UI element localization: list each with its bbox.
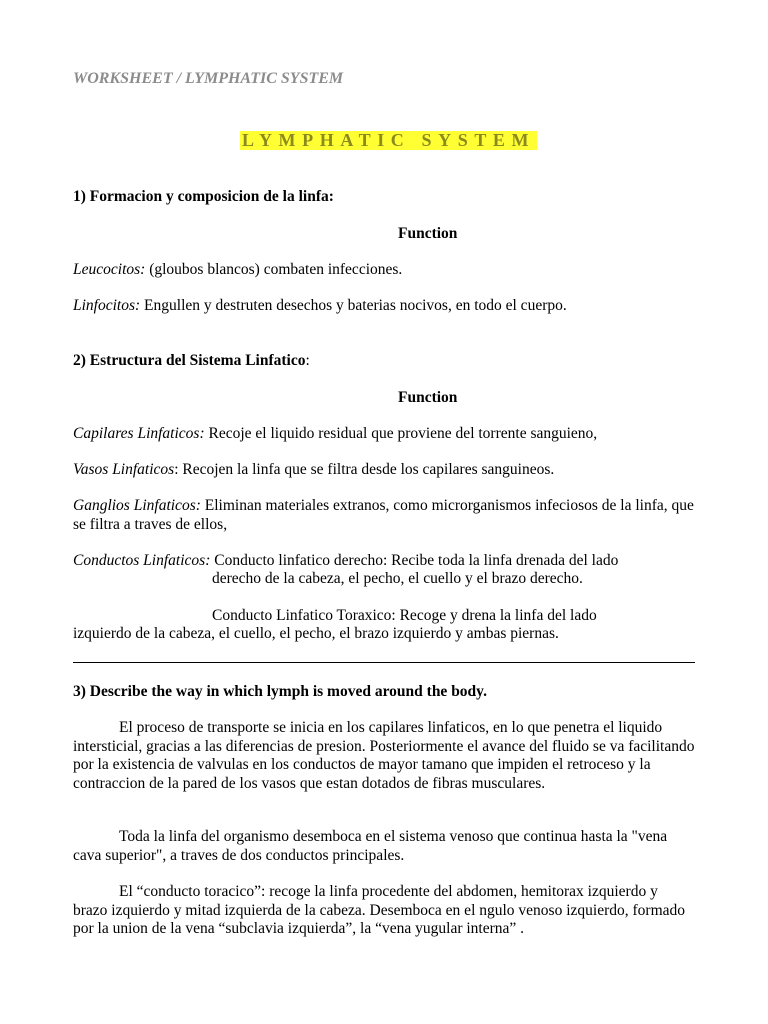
linfocitos-text: Engullen y destruten desechos y baterias nocivos, en todo el cuerpo. (140, 297, 567, 314)
conductos-line-4: izquierdo de la cabeza, el cuello, el pecho, el brazo izquierdo y ambas piernas. (73, 625, 559, 642)
ganglios-text: Eliminan materiales extranos, como microrganismos infeciosos de la linfa, que se filtra a traves de ellos, (73, 497, 694, 533)
ganglios-paragraph (73, 497, 695, 534)
linfocitos-line (73, 297, 698, 316)
section-3-heading: 3) Describe the way in which lymph is moved around the body. (73, 683, 487, 700)
capilares-line (73, 425, 698, 444)
capilares-term: Capilares Linfaticos: (73, 425, 205, 442)
page-title: LYMPHATIC SYSTEM (242, 130, 536, 150)
section-1-heading: 1) Formacion y composicion de la linfa: (73, 188, 334, 205)
section-2-function-label: Function (398, 389, 458, 406)
leucocitos-text: (gloubos blancos) combaten infecciones. (145, 261, 403, 278)
leucocitos-line (73, 261, 698, 280)
vasos-term: Vasos Linfaticos (73, 461, 175, 478)
linfocitos-term: Linfocitos: (73, 297, 141, 314)
section-3-paragraph-3: El “conducto toracico”: recoge la linfa procedente del abdomen, hemitorax izquierdo y brazo izquierdo y mitad izquierda de la cabeza. Desemboca en el ngulo venoso izquierdo, formado por la union de la vena “subclavia izquierda”, la “vena yugular interna” . (73, 883, 686, 937)
vasos-line (73, 461, 698, 480)
conductos-line-2: derecho de la cabeza, el pecho, el cuello y el brazo derecho. (212, 570, 583, 587)
section-3-paragraph-2: Toda la linfa del organismo desemboca en el sistema venoso que continua hasta la "vena cava superior", a traves de dos conductos principales. (73, 828, 668, 864)
section-2-heading (73, 352, 698, 371)
section-2-heading-text: 2) Estructura del Sistema Linfatico (73, 352, 306, 369)
conductos-line-3: Conducto Linfatico Toraxico: Recoge y drena la linfa del lado (212, 607, 597, 624)
conductos-derecho-text: Conducto linfatico derecho: Recibe toda la linfa drenada del lado (210, 552, 619, 569)
worksheet-header: WORKSHEET / LYMPHATIC SYSTEM (73, 70, 344, 87)
capilares-text: Recoje el liquido residual que proviene del torrente sanguieno, (204, 425, 598, 442)
horizontal-rule (73, 662, 695, 663)
section-2-heading-colon: : (305, 352, 310, 369)
vasos-text: : Recojen la linfa que se filtra desde los capilares sanguineos. (174, 461, 555, 478)
ganglios-term: Ganglios Linfaticos: (73, 497, 201, 514)
section-1-function-label: Function (398, 225, 458, 242)
conductos-line-1 (73, 552, 698, 571)
conductos-term: Conductos Linfaticos: (73, 552, 211, 569)
leucocitos-term: Leucocitos: (73, 261, 146, 278)
section-3-paragraph-1: El proceso de transporte se inicia en los capilares linfaticos, en lo que penetra el liquido intersticial, gracias a las diferencias de presion. Posteriormente el avance del fluido se va facilitando por la existencia de valvulas en los conductos de mayor tamano que impiden el retroceso y la contraccion de la pared de los vasos que estan dotados de fibras musculares. (73, 719, 695, 792)
